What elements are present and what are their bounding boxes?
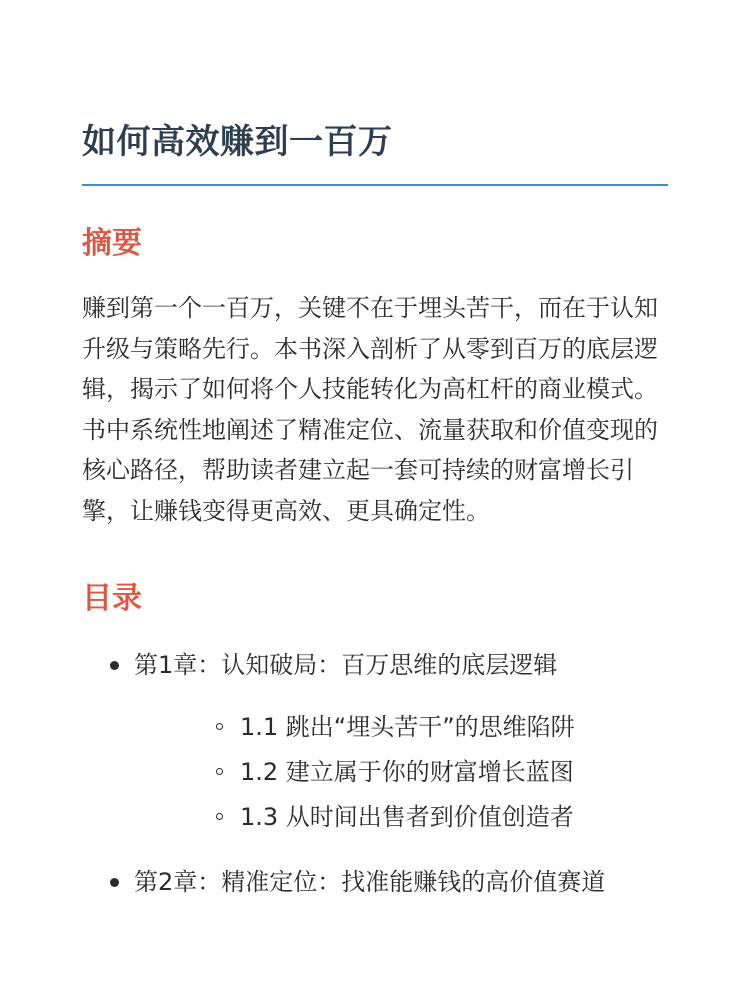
- toc-section-list: [134, 705, 668, 840]
- toc-chapter: [82, 645, 668, 840]
- toc-section-label: 1.3 从时间出售者到价值创造者: [240, 803, 574, 831]
- toc-section: [134, 705, 668, 750]
- circle-bullet-icon: [216, 768, 223, 775]
- toc-list: [82, 645, 668, 902]
- bullet-icon: [110, 878, 119, 887]
- toc-section-label: 1.1 跳出“埋头苦干”的思维陷阱: [240, 713, 575, 741]
- abstract-paragraph: 赚到第一个一百万，关键不在于埋头苦干，而在于认知升级与策略先行。本书深入剖析了从零到百万的底层逻辑，揭示了如何将个人技能转化为高杠杆的商业模式。书中系统性地阐述了精准定位、流量获取和价值变现的核心路径，帮助读者建立起一套可持续的财富增长引擎，让赚钱变得更高效、更具确定性。: [82, 294, 658, 525]
- bullet-icon: [110, 661, 119, 670]
- abstract-heading: 摘要: [82, 226, 142, 261]
- toc-chapter-label: 第1章：认知破局：百万思维的底层逻辑: [134, 651, 558, 679]
- circle-bullet-icon: [216, 813, 223, 820]
- toc-heading: 目录: [82, 581, 142, 616]
- toc-section: [134, 750, 668, 795]
- title-divider: [82, 184, 668, 186]
- toc-chapter: [82, 862, 668, 902]
- toc-chapter-label: 第2章：精准定位：找准能赚钱的高价值赛道: [134, 868, 606, 896]
- toc-section-label: 1.2 建立属于你的财富增长蓝图: [240, 758, 574, 786]
- document-title: 如何高效赚到一百万: [82, 122, 393, 162]
- toc-section: [134, 795, 668, 840]
- circle-bullet-icon: [216, 723, 223, 730]
